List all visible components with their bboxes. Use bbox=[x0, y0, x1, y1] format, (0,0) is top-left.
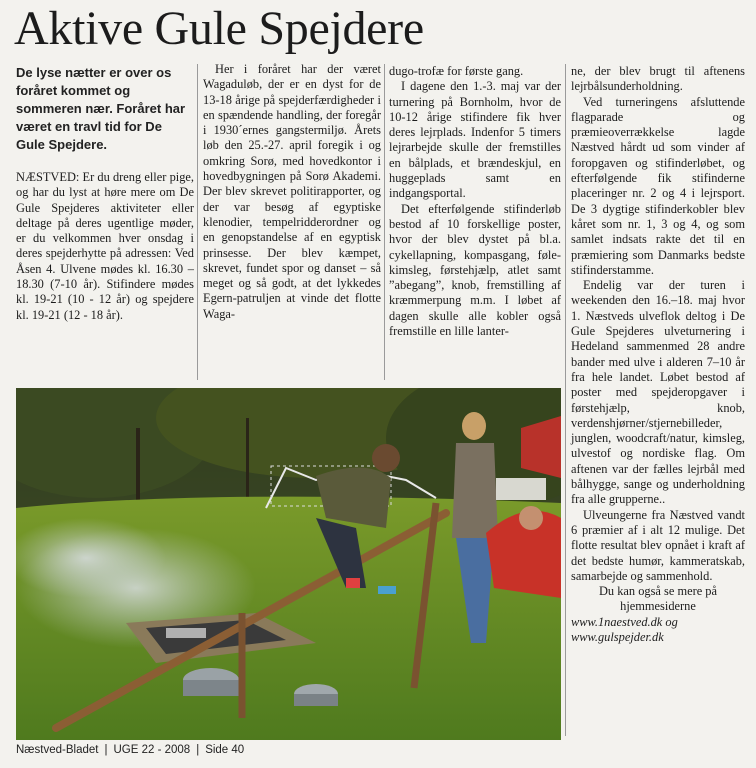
column-3-paragraph-2: I dagene den 1.-3. maj var der turnering på Bornholm, hvor de 10-12 årige stifindere fik hver deres lejrplads. Indenfor 5 timers lejrarbejde skulle der fremstilles en bålplads, et brændeskjul, en huggeplads samt en indgangsportal. bbox=[389, 79, 561, 201]
column-4-paragraph-4: Ulveungerne fra Næstved vandt 6 præmier af i alt 12 mulige. Det flotte resultat blev opnået i kraft af det bedste humør, kammeratskab, samarbejde og sammenhold. bbox=[571, 507, 745, 583]
column-4-paragraph-2: Ved turneringens afsluttende flagparade og præmieoverrækkelse lagde Næstved hårdt ud som vinder af foropgaven og stifinderløbet, og efterfølgende fik stifinderne placeringer nr. 2 og 4 i lejrsport. De 3 dygtige stifinderkobler blev kåret som nr. 1, 3 og 4, og som samlet indsats rakte det til en præmiering som Danmarks bedste stifinderstamme. bbox=[571, 94, 745, 277]
issue-label: UGE 22 - 2008 bbox=[113, 744, 191, 756]
footer-separator: | bbox=[104, 744, 108, 756]
article-column-3 bbox=[389, 64, 561, 339]
newspaper-name: Næstved-Bladet bbox=[16, 744, 99, 756]
column-2-paragraph-1: Her i foråret har der været Wagaduløb, der er en dyst for de 13-18 årige på spejderfærdigheder i en spændende handling, der foregår i 1930´ernes gangstermiljø. Årets løb den 25.-27. april foregik i og omkring Sorø, med hovedkontor i hovedbygningen på Sorø Akademi. Der blev skrevet politirapporter, og der var besøg af egyptiske klenodier, tempelridderordner og en genopstandelse af en egyptisk prinsesse. Der blev kæmpet, skrevet, fundet spor og danset – så meget og så godt, at det lykkedes Egern-patruljen at vinde det flotte Waga- bbox=[203, 62, 381, 321]
article-column-1 bbox=[16, 170, 194, 323]
column-3-paragraph-3: Det efterfølgende stifinderløb bestod af 10 forskellige poster, hvor der blev dystet på bl.a. cykellapning, kompasgang, føle-kimsleg, førstehjælp, atlet samt ”abegang”, knob, fremstilling af kræmmerpung m.m. I løbet af dagen skulle alle kobler også fremstille en lille lanter- bbox=[389, 201, 561, 339]
column-4-paragraph-1: ne, der blev brugt til aftenens lejrbålsunderholdning. bbox=[571, 64, 745, 94]
page-number: Side 40 bbox=[205, 744, 245, 756]
column-rule bbox=[565, 64, 566, 736]
article-column-4 bbox=[571, 64, 745, 645]
article-column-2 bbox=[203, 62, 381, 322]
footer-separator: | bbox=[196, 744, 200, 756]
column-3-paragraph-1: dugo-trofæ for første gang. bbox=[389, 64, 524, 78]
photo-illustration bbox=[16, 388, 561, 740]
column-rule bbox=[197, 64, 198, 380]
column-rule bbox=[384, 64, 385, 380]
headline: Aktive Gule Spejdere bbox=[14, 2, 424, 55]
page-footer bbox=[16, 744, 244, 762]
website-link-1: www.1naestved.dk og bbox=[571, 614, 678, 629]
scouts-camp-photo bbox=[16, 388, 561, 740]
column-1-paragraph-1: NÆSTVED: Er du dreng eller pige, og har du lyst at høre mere om De Gule Spejderes aktiviteter eller deltage på deres ugentlige møder, er du velkommen hver onsdag i deres spejderhytte på adressen: Ved Åsen 4. Ulvene mødes kl. 16.30 – 18.30 (7-10 år). Stifindere mødes kl. 19-21 (10 - 12 år) og spejdere kl. 19-21 (12 - 18 år). bbox=[16, 170, 194, 322]
column-4-paragraph-5: Du kan også se mere på hjemmesiderne bbox=[598, 584, 717, 614]
lead-paragraph: De lyse nætter er over os foråret kommet og sommeren nær. Foråret har været en travl tid for De Gule Spejdere. bbox=[16, 65, 186, 152]
column-4-paragraph-3: Endelig var der turen i weekenden den 16.–18. maj hvor 1. Næstveds ulveflok deltog i De Gule Spejderes ulveturnering i Hedeland sammenmed 28 andre bander med ulve i alderen 7–10 år fra hele landet. Løbet bestod af poster med spejderopgaver i førstehjælp, knob, verdenshjørner/stjernebilleder, junglen, woodcraft/natur, kimsleg, ulvestof og nordiske flag. Om aftenen var der fælles lejrbål med bålhygge, sange og underholdning fra alle grupperne.. bbox=[571, 278, 745, 507]
website-link-2: www.gulspejder.dk bbox=[571, 629, 664, 644]
